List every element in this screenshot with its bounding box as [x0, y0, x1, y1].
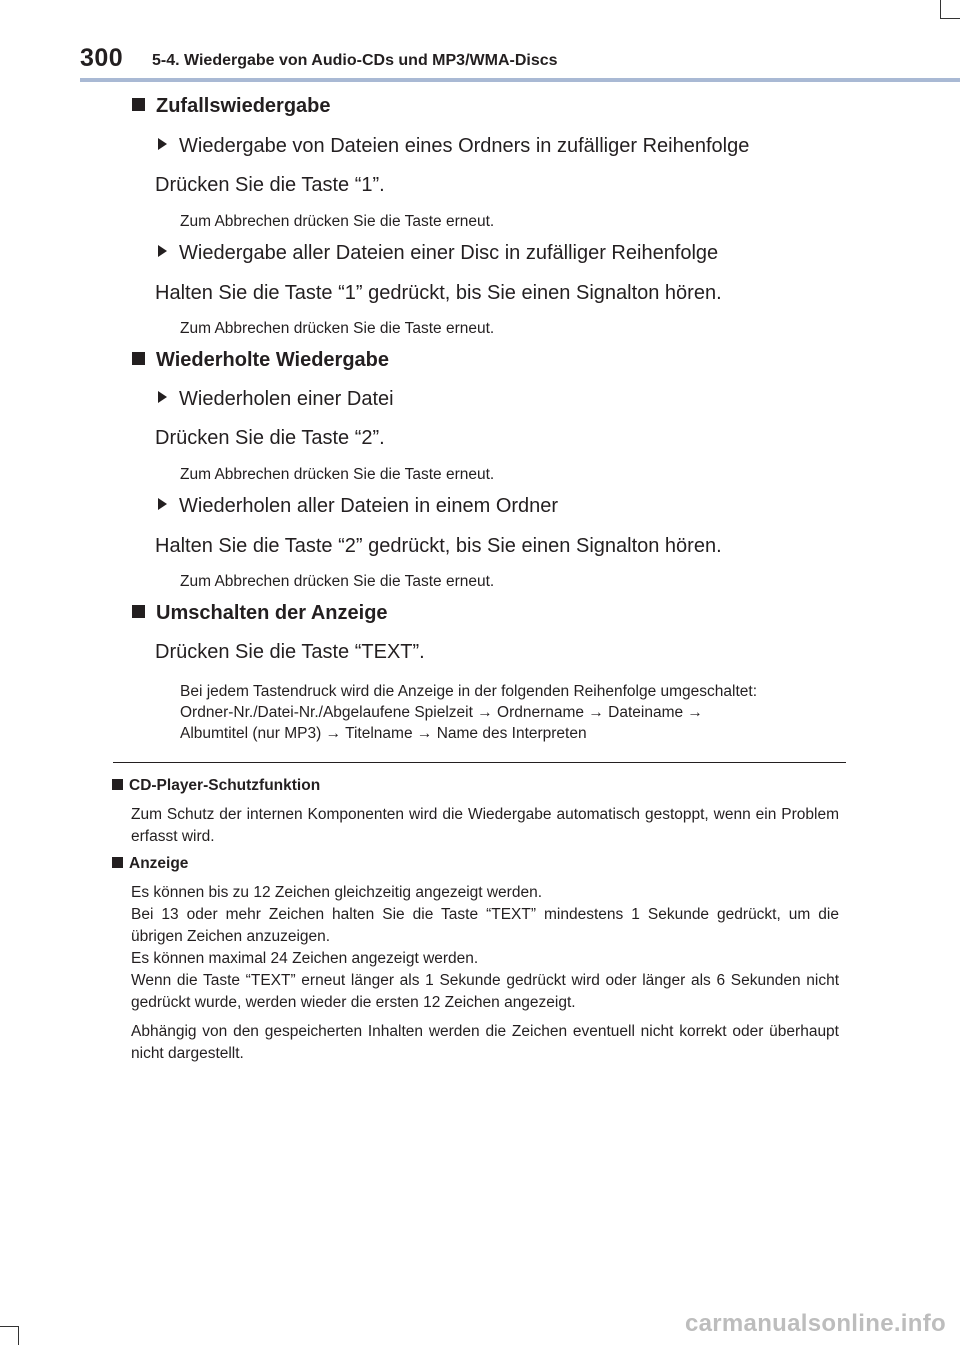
heading-cd-protection: CD-Player-Schutzfunktion — [112, 777, 320, 795]
square-bullet-icon — [112, 857, 123, 868]
watermark-logo: carmanualsonline.info — [684, 1310, 946, 1337]
step-repeat-folder: Halten Sie die Taste “2” gedrückt, bis Sie einen Signalton hören. — [155, 535, 722, 557]
step-repeat-file: Drücken Sie die Taste “2”. — [155, 427, 385, 449]
subheading-random-folder: Wiedergabe von Dateien eines Ordners in zufälliger Reihenfolge — [158, 135, 749, 158]
square-bullet-icon — [112, 779, 123, 790]
note-random-folder: Zum Abbrechen drücken Sie die Taste erneut. — [180, 213, 495, 230]
note-display-switch: Bei jedem Tastendruck wird die Anzeige in der folgenden Reihenfolge umgeschaltet: Ordner-Nr./Datei-Nr./Abgelaufene Spielzeit → Ordnername → Dateiname → Albumtitel (nur MP3) → Titelname → Name des Interpreten — [180, 683, 758, 742]
heading-random-playback: Zufallswiedergabe — [132, 95, 331, 118]
subheading-repeat-file: Wiederholen einer Datei — [158, 388, 394, 411]
note-repeat-file: Zum Abbrechen drücken Sie die Taste erneut. — [180, 466, 495, 483]
note-repeat-folder: Zum Abbrechen drücken Sie die Taste erneut. — [180, 573, 495, 590]
subheading-random-disc: Wiedergabe aller Dateien einer Disc in zufälliger Reihenfolge — [158, 242, 718, 265]
step-random-folder: Drücken Sie die Taste “1”. — [155, 174, 385, 196]
subheading-repeat-folder: Wiederholen aller Dateien in einem Ordner — [158, 495, 558, 518]
triangle-bullet-icon — [158, 245, 167, 257]
triangle-bullet-icon — [158, 498, 167, 510]
square-bullet-icon — [132, 605, 145, 618]
note-random-disc: Zum Abbrechen drücken Sie die Taste erneut. — [180, 320, 495, 337]
section-divider — [113, 762, 846, 763]
text-cd-protection: Zum Schutz der internen Komponenten wird die Wiedergabe automatisch gestoppt, wenn ein Problem erfasst wird. — [131, 806, 839, 845]
text-display-info-2: Abhängig von den gespeicherten Inhalten werden die Zeichen eventuell nicht korrekt oder überhaupt nicht dargestellt. — [131, 1023, 839, 1062]
crop-mark — [18, 1326, 19, 1345]
square-bullet-icon — [132, 352, 145, 365]
text-display-info: Es können bis zu 12 Zeichen gleichzeitig angezeigt werden. Bei 13 oder mehr Zeichen halten Sie die Taste “TEXT” mindestens 1 Sekunde gedrückt, um die übrigen Zeichen anzuzeigen. Es können maximal 24 Zeichen angezeigt werden. Wenn die Taste “TEXT” erneut länger als 1 Sekunde gedrückt wird oder länger als 6 Sekunden nicht gedrückt wurde, werden wieder die ersten 12 Zeichen angezeigt. — [131, 884, 839, 1011]
crop-mark — [940, 18, 960, 19]
crop-mark — [940, 0, 941, 18]
header-rule — [80, 78, 960, 82]
heading-display-info: Anzeige — [112, 855, 188, 873]
triangle-bullet-icon — [158, 391, 167, 403]
heading-repeat-playback: Wiederholte Wiedergabe — [132, 349, 389, 372]
square-bullet-icon — [132, 98, 145, 111]
step-random-disc: Halten Sie die Taste “1” gedrückt, bis Sie einen Signalton hören. — [155, 282, 722, 304]
heading-display-switch: Umschalten der Anzeige — [132, 602, 388, 625]
section-title: 5-4. Wiedergabe von Audio-CDs und MP3/WMA-Discs — [152, 52, 558, 69]
crop-mark — [0, 1326, 18, 1327]
page-number: 300 — [80, 44, 124, 72]
triangle-bullet-icon — [158, 138, 167, 150]
step-display-switch: Drücken Sie die Taste “TEXT”. — [155, 641, 425, 663]
